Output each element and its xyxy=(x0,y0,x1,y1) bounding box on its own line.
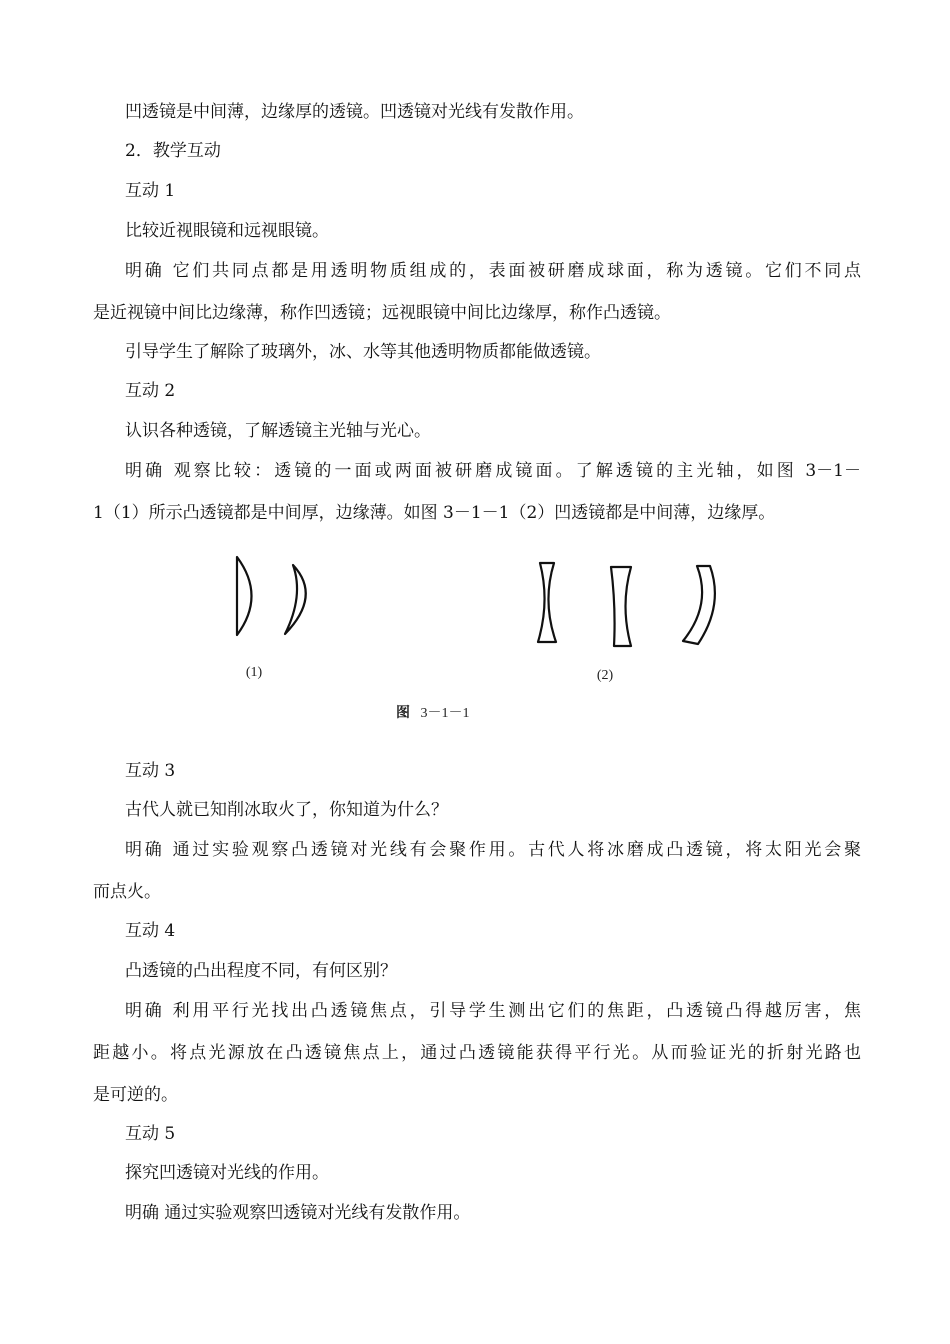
question-1: 比较近视眼镜和远视眼镜。 xyxy=(125,221,329,241)
answer-3-line-2: 而点火。 xyxy=(93,882,161,902)
plano-concave-lens-icon xyxy=(611,567,631,646)
answer-2-line-1: 明确 观察比较：透镜的一面或两面被研磨成镜面。了解透镜的主光轴，如图 3－1－ xyxy=(125,461,861,481)
figure-label-2: (2) xyxy=(596,668,614,683)
figure-caption-prefix: 图 xyxy=(396,706,410,721)
interaction-heading-2: 互动 2 xyxy=(125,381,176,401)
answer-5: 明确 通过实验观察凹透镜对光线有发散作用。 xyxy=(125,1203,471,1223)
answer-4-line-3: 是可逆的。 xyxy=(93,1085,178,1105)
answer-2-line-2: 1（1）所示凸透镜都是中间厚，边缘薄。如图 3－1－1（2）凹透镜都是中间薄，边缘厚。 xyxy=(93,503,776,523)
figure-label-1: (1) xyxy=(245,665,263,680)
question-4: 凸透镜的凸出程度不同，有何区别？ xyxy=(125,961,397,981)
answer-3-line-1: 明确 通过实验观察凸透镜对光线有会聚作用。古代人将冰磨成凸透镜，将太阳光会聚 xyxy=(125,840,861,860)
answer-4-line-1: 明确 利用平行光找出凸透镜焦点，引导学生测出它们的焦距，凸透镜凸得越厉害，焦 xyxy=(125,1001,861,1021)
biconcave-lens-icon xyxy=(538,563,556,642)
question-3: 古代人就已知削冰取火了，你知道为什么？ xyxy=(125,800,448,820)
lens-figure xyxy=(0,545,950,735)
figure-caption-number: 3－1－1 xyxy=(420,706,470,721)
question-2: 认识各种透镜，了解透镜主光轴与光心。 xyxy=(125,421,431,441)
guidance-1: 引导学生了解除了玻璃外，冰、水等其他透明物质都能做透镜。 xyxy=(125,342,601,362)
meniscus-concave-lens-icon xyxy=(683,566,715,644)
answer-1-line-2: 是近视镜中间比边缘薄，称作凹透镜；远视眼镜中间比边缘厚，称作凸透镜。 xyxy=(93,303,671,323)
paragraph-concave-definition: 凹透镜是中间薄，边缘厚的透镜。凹透镜对光线有发散作用。 xyxy=(125,102,584,122)
plano-convex-lens-icon xyxy=(237,557,252,635)
convex-lenses xyxy=(237,557,306,635)
interaction-heading-5: 互动 5 xyxy=(125,1124,176,1144)
question-5: 探究凹透镜对光线的作用。 xyxy=(125,1163,329,1183)
meniscus-convex-lens-icon xyxy=(285,565,306,634)
concave-lenses xyxy=(538,563,715,646)
section-heading-teaching-interaction: 2．教学互动 xyxy=(125,141,221,161)
interaction-heading-1: 互动 1 xyxy=(125,181,176,201)
interaction-heading-3: 互动 3 xyxy=(125,761,176,781)
lens-figure-svg xyxy=(0,545,950,735)
interaction-heading-4: 互动 4 xyxy=(125,921,176,941)
answer-1-line-1: 明确 它们共同点都是用透明物质组成的，表面被研磨成球面，称为透镜。它们不同点 xyxy=(125,261,861,281)
answer-4-line-2: 距越小。将点光源放在凸透镜焦点上，通过凸透镜能获得平行光。从而验证光的折射光路也 xyxy=(93,1043,861,1063)
